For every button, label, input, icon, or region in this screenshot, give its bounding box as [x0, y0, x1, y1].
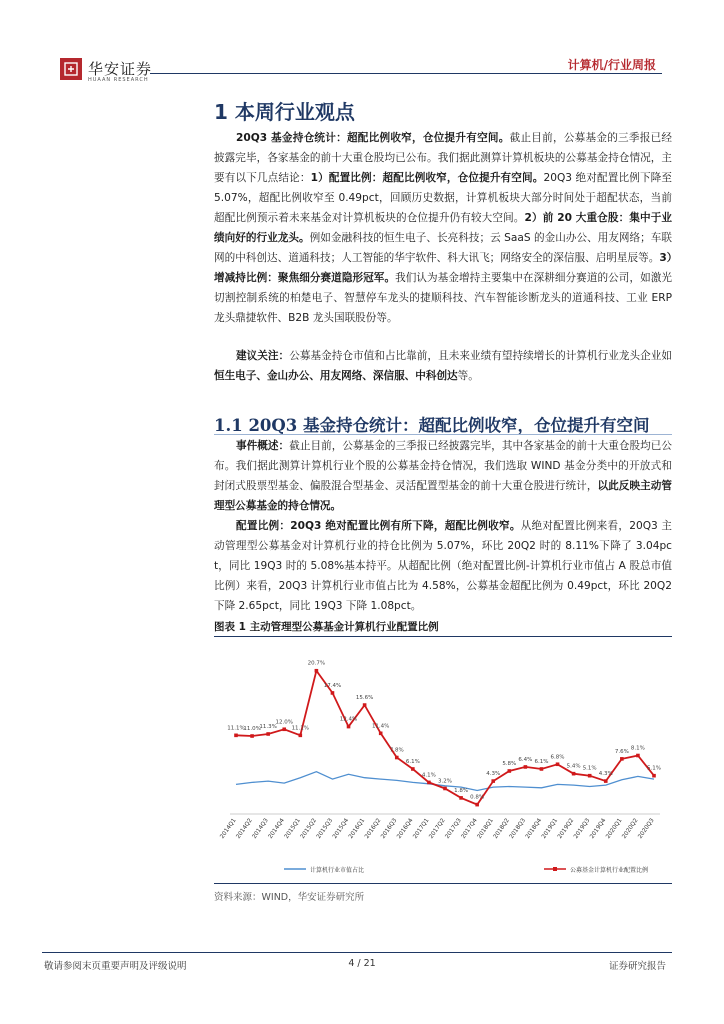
company-logo — [60, 58, 82, 80]
data-label: 11.1% — [227, 725, 245, 732]
para1-text-a: 截止目前，公募基金的三季报已经披露完毕，各家基金的前十大重仓股均已公布。我们据此测算计算机板块的公募基金持仓情况，主要有以下几点结论： — [214, 132, 673, 184]
x-tick-label: 2015Q1 — [283, 817, 302, 841]
figure-title-divider — [214, 636, 672, 637]
data-label: 5.8% — [502, 760, 517, 767]
data-label: 5.1% — [647, 765, 661, 772]
data-point — [572, 772, 576, 776]
para2-text-c: 等。 — [457, 370, 479, 382]
x-tick-label: 2020Q1 — [605, 817, 624, 841]
data-label: 12.0% — [275, 719, 293, 726]
x-tick-label: 2020Q3 — [637, 817, 656, 841]
para2-heading: 建议关注： — [236, 350, 290, 362]
data-label: 15.6% — [355, 695, 374, 702]
data-label: 5.4% — [566, 763, 581, 770]
paragraph-key-points — [214, 128, 672, 328]
para1-point-1: 1）配置比例：超配比例收窄，仓位提升有空间。 — [310, 172, 544, 184]
data-label: 12.4% — [339, 716, 358, 723]
x-tick-label: 2017Q1 — [412, 817, 431, 841]
x-tick-label: 2016Q1 — [348, 817, 367, 841]
x-tick-label: 2016Q3 — [380, 817, 399, 841]
data-point — [331, 691, 335, 695]
data-label: 6.1% — [534, 758, 549, 765]
paragraph-allocation-ratio — [214, 516, 672, 616]
para4-heading: 配置比例：20Q3 绝对配置比例有所下降，超配比例收窄。 — [236, 520, 521, 532]
data-point — [524, 765, 528, 769]
footer-divider — [42, 952, 672, 953]
paragraph-event-overview — [214, 436, 672, 516]
data-point — [459, 796, 463, 800]
x-tick-label: 2014Q4 — [267, 817, 286, 841]
data-label: 4.3% — [598, 771, 613, 778]
subsection-title: 1.1 20Q3 基金持仓统计：超配比例收窄，仓位提升有空间 — [214, 416, 650, 435]
x-tick-label: 2018Q2 — [492, 817, 511, 841]
data-point — [636, 754, 640, 758]
para1-text-c: 20Q3 绝对配置比例下降至 5.07%，超配比例收窄至 0.49pct，回顾历史数据，计算机板块大部分时间处于超配状态，当前超配比例预示着未来基金对计算机板块的仓位提升仍有较大空间。 — [214, 172, 672, 224]
data-label: 11.1% — [291, 725, 310, 732]
legend-marker — [553, 867, 557, 871]
data-label: 6.1% — [405, 758, 420, 765]
legend-label: 公募基金计算机行业配置比例 — [570, 867, 649, 874]
data-label: 1.8% — [454, 787, 469, 794]
x-tick-label: 2014Q1 — [219, 817, 238, 841]
data-label: 11.3% — [259, 723, 277, 730]
data-point — [491, 779, 495, 783]
data-point — [363, 703, 367, 707]
x-tick-label: 2018Q1 — [476, 817, 495, 841]
para2-text-a: 公募基金持仓市值和占比靠前，且未来业绩有望持续增长的计算机行业龙头企业如 — [289, 350, 673, 362]
header-divider — [150, 73, 662, 74]
data-label: 3.2% — [438, 778, 452, 785]
para3-text-a: 截止目前，公募基金的三季报已经披露完毕，其中各家基金的前十大重仓股均已公布。我们据此测算计算机行业个股的公募基金持仓情况，我们选取 WIND 基金分类中的开放式和封闭式股票型基金、偏股混合型基金、灵活配置型基金的前十大重仓股进行统计， — [214, 440, 673, 492]
x-tick-label: 2019Q4 — [589, 817, 608, 841]
brand-subtitle: HUAAN RESEARCH — [88, 77, 149, 83]
data-point — [620, 757, 624, 761]
x-tick-label: 2017Q4 — [460, 817, 479, 841]
data-label: 7.8% — [389, 747, 404, 754]
data-label: 7.6% — [614, 748, 629, 755]
data-point — [379, 732, 383, 736]
paragraph-recommendation — [214, 346, 672, 386]
legend-label: 计算机行业市值占比 — [310, 867, 365, 874]
data-label: 11.4% — [371, 723, 390, 730]
para1-text-e: 我们认为基金增持主要集中在深耕细分赛道的公司，如激光切割控制系统的柏楚电子、智慧停车龙头的捷顺科技、汽车智能诊断龙头的道通科技、工业 ERP 龙头鼎捷软件、B2B 龙头国联股份等。 — [214, 272, 672, 324]
x-tick-label: 2014Q3 — [251, 817, 270, 841]
data-point — [299, 734, 303, 738]
brand-name: 华安证券 — [88, 60, 153, 78]
data-point — [427, 781, 431, 785]
x-tick-label: 2019Q3 — [573, 817, 592, 841]
data-point — [282, 727, 286, 731]
series-line-1 — [236, 671, 654, 805]
data-label: 6.4% — [518, 756, 533, 763]
report-category: 计算机/行业周报 — [567, 58, 656, 72]
x-tick-label: 2015Q3 — [315, 817, 335, 841]
data-label: 20.7% — [307, 660, 326, 667]
x-tick-label: 2020Q2 — [621, 817, 640, 841]
para3-text-b: 以此反映主动管理型公募基金的持仓情况。 — [214, 480, 673, 512]
allocation-line-chart — [214, 640, 672, 880]
x-tick-label: 2018Q4 — [524, 817, 544, 841]
x-tick-label: 2019Q2 — [557, 817, 576, 841]
data-label: 5.1% — [582, 765, 597, 772]
source-divider — [214, 883, 672, 884]
figure-title: 图表 1 主动管理型公募基金计算机行业配置比例 — [214, 621, 439, 633]
x-tick-label: 2014Q2 — [235, 817, 254, 841]
para4-text: 从绝对配置比例来看，20Q3 主动管理型公募基金对计算机行业的持仓比例为 5.07%，环比 20Q2 时的 8.11%下降了 3.04pct，同比 19Q3 时的 5.08%基本持平。从超配比例（绝对配置比例-计算机行业市值占 A 股总市值比例）来看，20Q3 计算机行业市值占比为 4.58%，公募基金超配比例为 0.49pct，环比 20Q2 下降 2.65pct，同比 19Q3 下降 1.08pct。 — [214, 520, 672, 612]
data-label: 17.4% — [323, 682, 342, 689]
data-point — [411, 767, 415, 771]
para1-text-d: 例如金融科技的恒生电子、长亮科技；云 SaaS 的金山办公、用友网络；车联网的中科创达、道通科技；人工智能的华宇软件、科大讯飞；网络安全的深信服、启明星辰等。 — [214, 232, 673, 264]
data-point — [266, 732, 270, 736]
data-point — [540, 767, 544, 771]
data-point — [652, 774, 656, 778]
x-tick-label: 2019Q1 — [541, 817, 560, 841]
page-number: 4 / 21 — [348, 958, 376, 969]
data-point — [604, 779, 608, 783]
data-label: 4.1% — [421, 772, 436, 779]
data-point — [508, 769, 512, 773]
data-point — [395, 756, 399, 760]
x-tick-label: 2016Q4 — [396, 817, 415, 841]
para3-heading: 事件概述： — [236, 440, 290, 452]
data-point — [588, 774, 592, 778]
para1-heading: 20Q3 基金持仓统计：超配比例收窄，仓位提升有空间。 — [236, 132, 510, 144]
x-tick-label: 2017Q3 — [444, 817, 463, 841]
data-label: 6.8% — [550, 754, 565, 761]
para2-stocks: 恒生电子、金山办公、用友网络、深信服、中科创达 — [214, 370, 458, 382]
x-tick-label: 2015Q4 — [332, 817, 351, 841]
data-label: 8.1% — [630, 745, 645, 752]
data-point — [556, 762, 560, 766]
subsection-divider — [214, 434, 672, 435]
data-label: 0.8% — [470, 794, 485, 801]
x-tick-label: 2015Q2 — [299, 817, 319, 841]
footer-report-type: 证券研究报告 — [608, 961, 666, 972]
footer-disclaimer: 敬请参阅末页重要声明及评级说明 — [44, 961, 187, 972]
figure-source: 资料来源：WIND，华安证券研究所 — [214, 892, 365, 903]
para1-point-3: 3）增减持比例：聚焦细分赛道隐形冠军。 — [214, 252, 673, 284]
section-title: 1 本周行业观点 — [214, 100, 355, 124]
data-point — [347, 725, 351, 729]
data-label: 4.3% — [486, 771, 501, 778]
data-label: 11.0% — [243, 726, 261, 732]
x-tick-label: 2016Q2 — [364, 817, 383, 841]
data-point — [234, 734, 238, 738]
para1-point-2: 2）前 20 大重仓股：集中于业绩向好的行业龙头。 — [214, 212, 672, 244]
data-point — [475, 803, 479, 807]
data-point — [250, 734, 254, 738]
data-point — [443, 787, 447, 791]
x-tick-label: 2017Q2 — [428, 817, 447, 841]
x-tick-label: 2018Q3 — [508, 817, 528, 841]
data-point — [315, 669, 319, 673]
